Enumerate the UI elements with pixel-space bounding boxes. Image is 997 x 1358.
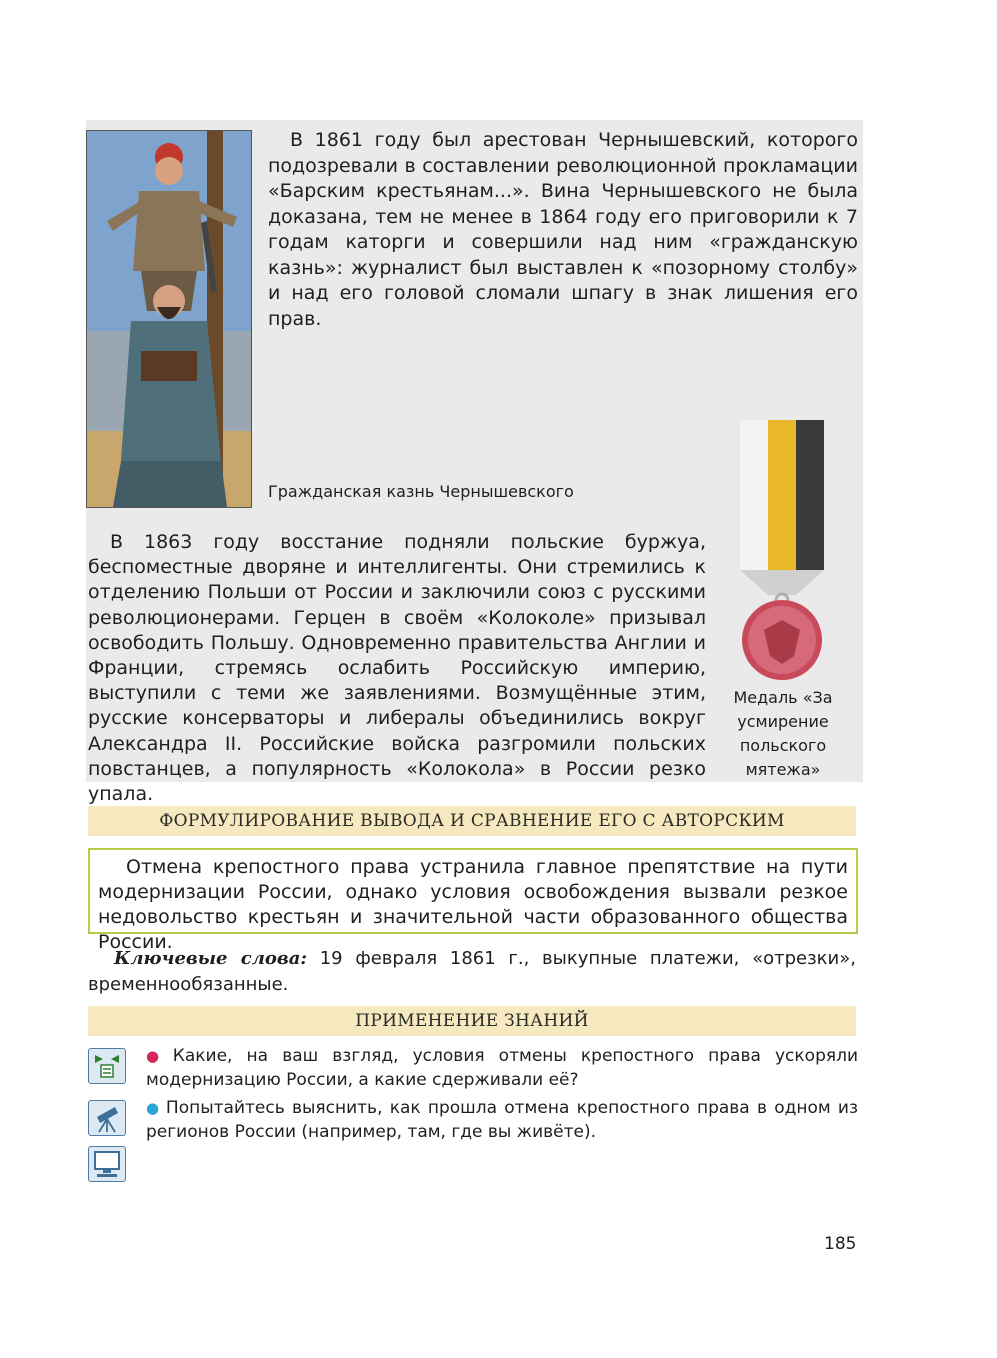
task-1 xyxy=(146,1044,858,1092)
page-number: 185 xyxy=(824,1234,857,1254)
painting-civil-execution xyxy=(86,130,252,508)
paragraph-polish-uprising: В 1863 году восстание подняли польские буржуа, беспоместные дворяне и интеллигенты. Они стремились к отделению Польши от России и заключили союз с русскими революционерами. Герцен в своём «Колоколе» призывал освободить Польшу. Одновременно правительства Англии и Франции, стремясь ослабить Российскую империю, выступили с теми же заявлениями. Возмущённые этим, русские консерваторы и либералы объединились вокруг Александра II. Российские войска разгромили польских повстанцев, а популярность «Колокола» в России резко упала. xyxy=(88,531,706,806)
conclusion-box: Отмена крепостного права устранила главное препятствие на пути модернизации России, однако условия освобождения вызвали резкое недовольство крестьян и значительной части образованного общества России. xyxy=(88,848,858,934)
painting-caption: Гражданская казнь Чернышевского xyxy=(268,482,574,501)
bullet-blue: ● xyxy=(146,1099,161,1117)
medal-caption: Медаль «За усмирение польского мятежа» xyxy=(733,688,833,779)
section-heading-apply: ПРИМЕНЕНИЕ ЗНАНИЙ xyxy=(88,1006,856,1036)
keywords xyxy=(88,946,856,998)
task-2 xyxy=(146,1096,858,1144)
computer-icon xyxy=(88,1146,126,1182)
section-heading-conclusion: ФОРМУЛИРОВАНИЕ ВЫВОДА И СРАВНЕНИЕ ЕГО С АВТОРСКИМ xyxy=(88,806,856,836)
keywords-label: Ключевые слова: xyxy=(114,948,308,969)
telescope-icon xyxy=(88,1100,126,1136)
argument-arrows-icon xyxy=(88,1048,126,1084)
keywords-list: 19 февраля 1861 г., выкупные платежи, «отрезки», временнообязанные. xyxy=(88,948,856,995)
task-2-text: Попытайтесь выяснить, как прошла отмена крепостного права в одном из регионов России (например, там, где вы живёте). xyxy=(146,1098,858,1142)
bullet-pink: ● xyxy=(146,1047,168,1065)
medal-image xyxy=(734,420,832,680)
paragraph-chernyshevsky: В 1861 году был арестован Чернышевский, которого подозревали в составлении революционной прокламации «Барским крестьянам...». Вина Чернышевского не была доказана, тем не менее в 1864 году его приговорили к 7 годам каторги и совершили над ним «гражданскую казнь»: журналист был выставлен к «позорному столбу» и над его головой сломали шпагу в знак лишения его прав. xyxy=(268,129,858,330)
task-1-text: Какие, на ваш взгляд, условия отмены крепостного права ускоряли модернизацию России, а какие сдерживали её? xyxy=(146,1046,859,1090)
